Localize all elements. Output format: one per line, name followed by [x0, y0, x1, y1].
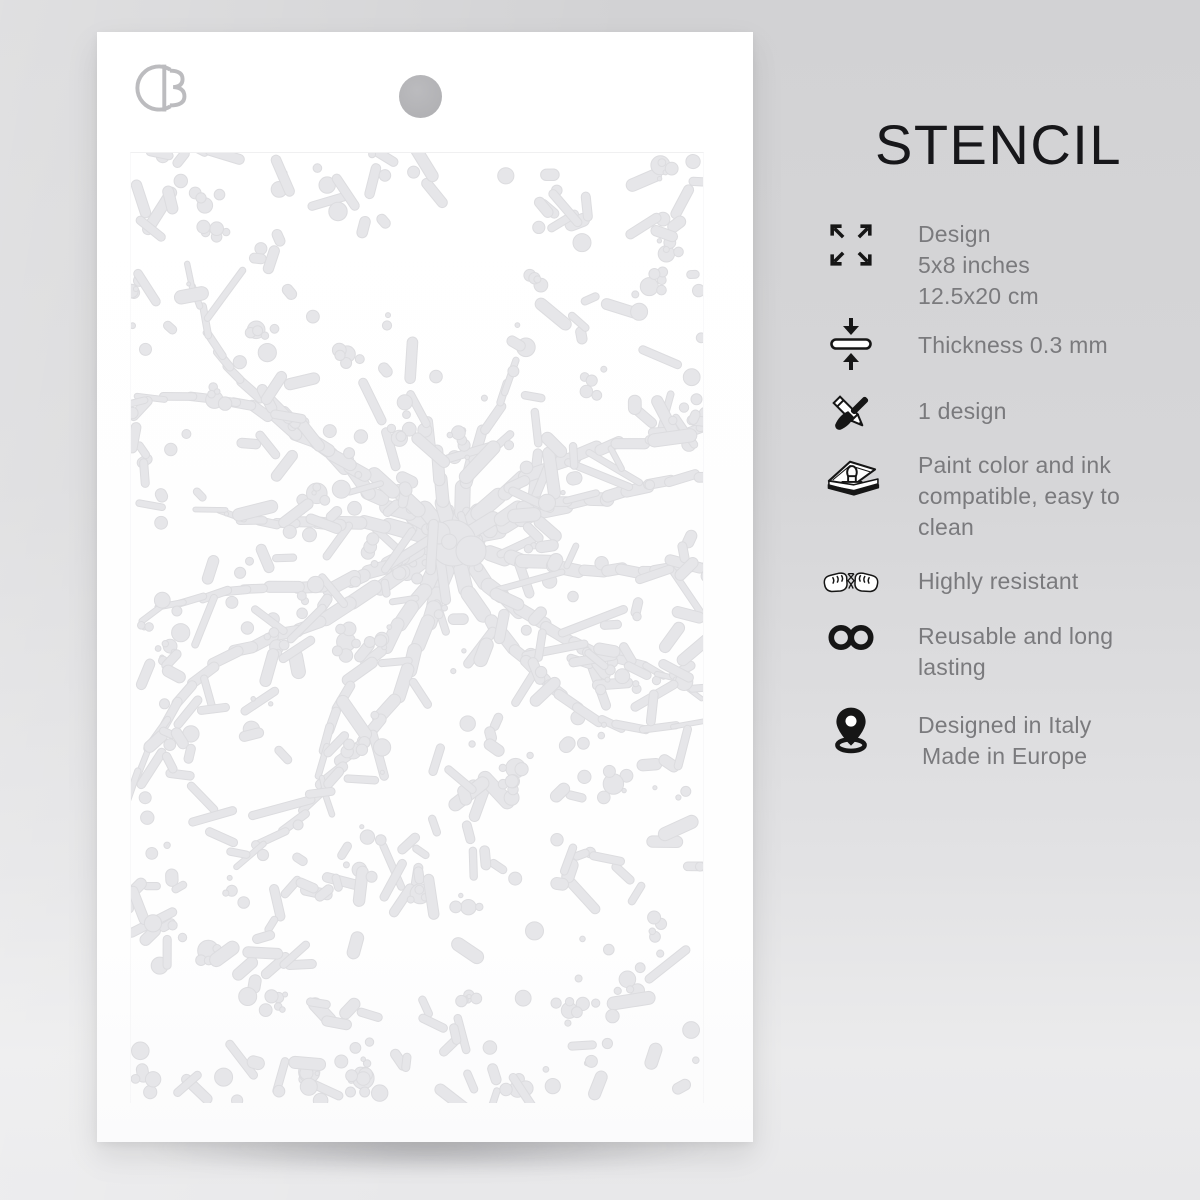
feature-resistance: [820, 562, 1190, 598]
infinity-icon: [820, 624, 882, 651]
splatter-pattern: [131, 153, 703, 1103]
thickness-icon: [820, 318, 882, 370]
feature-origin: [820, 704, 1190, 772]
expand-icon: [820, 222, 882, 268]
feature-line: Paint color and ink: [918, 452, 1112, 478]
stencil-pattern-sheet: [130, 152, 704, 1103]
feature-line: compatible, easy to: [918, 483, 1120, 509]
info-panel: [820, 0, 1190, 1200]
brand-logo-cb-icon: [131, 58, 191, 118]
feature-line: Designed in Italy: [918, 712, 1092, 738]
location-pin-icon: [820, 706, 882, 754]
page-title: STENCIL: [875, 113, 1122, 176]
feature-line: Made in Europe: [922, 743, 1088, 769]
feature-design-count: [820, 388, 1190, 438]
ink-pad-icon: [820, 455, 882, 505]
feature-line: Highly resistant: [918, 568, 1079, 594]
brush-pencil-icon: [820, 390, 882, 438]
feature-line: Design: [918, 221, 991, 247]
feature-line: 1 design: [918, 398, 1007, 424]
feature-compatibility: [820, 450, 1190, 543]
feature-line: clean: [918, 514, 974, 540]
feature-line: Thickness 0.3 mm: [918, 332, 1108, 358]
feature-line: lasting: [918, 654, 986, 680]
feature-line: 5x8 inches: [918, 252, 1030, 278]
feature-line: Reusable and long: [918, 623, 1114, 649]
stencil-card: [97, 32, 753, 1142]
hang-hole: [399, 75, 442, 118]
feature-reusable: [820, 621, 1190, 683]
feature-thickness: [820, 318, 1190, 370]
hands-tear-icon: [820, 566, 882, 598]
feature-line: 12.5x20 cm: [918, 283, 1039, 309]
feature-design-size: [820, 219, 1190, 312]
